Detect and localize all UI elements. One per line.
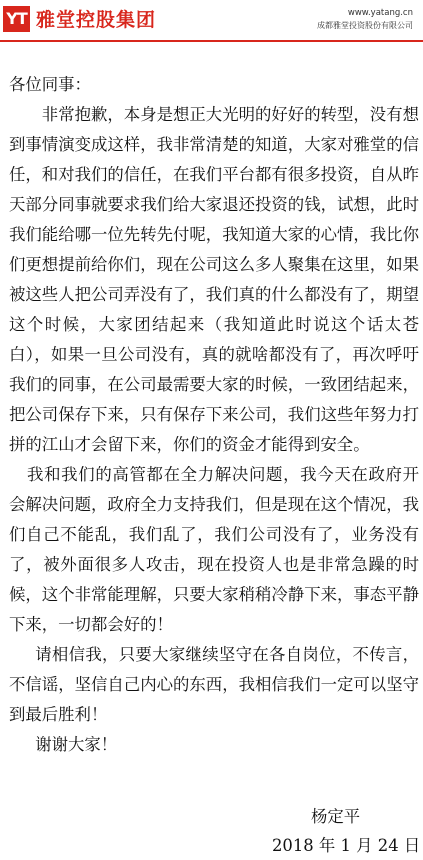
letterhead: [0, 0, 423, 52]
logo-mark: YT: [3, 6, 30, 32]
website-url: www.yatang.cn: [347, 8, 413, 18]
signature-date: 2018 年 1 月 24 日: [272, 836, 421, 855]
letterhead-divider: [0, 40, 423, 42]
signature-name: 杨定平: [311, 807, 361, 826]
company-logo: [3, 5, 156, 32]
paragraph-3: 请相信我，只要大家继续坚守在各自岗位，不传言，不信谣，坚信自己内心的东西，我相信我们一定可以坚守到最后胜利！: [9, 645, 419, 724]
company-name: 雅堂控股集团: [36, 9, 157, 31]
subsidiary-name: 成都雅堂投资股份有限公司: [317, 21, 413, 30]
salutation: 各位同事：: [9, 75, 91, 94]
paragraph-1: 非常抱歉，本身是想正大光明的好好的转型，没有想到事情演变成这样，我非常清楚的知道，大家对雅堂的信任，和对我们的信任，在我们平台都有很多投资，自从昨天部分同事就要求我们给大家退还投资的钱，试想，此时我们能给哪一位先转先付呢，我知道大家的心情，我比你们更想提前给你们，现在公司这么多人聚集在这里，如果被这些人把公司弄没有了，我们真的什么都没有了，期望这个时候，大家团结起来（我知道此时说这个话太苍白），如果一旦公司没有，真的就啥都没有了，再次呼吁我们的同事，在公司最需要大家的时候，一致团结起来，把公司保存下来，只有保存下来公司，我们这些年努力打拼的江山才会留下来，你们的资金才能得到安全。: [9, 105, 419, 454]
paragraph-2: 我和我们的高管都在全力解决问题，我今天在政府开会解决问题，政府全力支持我们，但是现在这个情况，我们自己不能乱，我们乱了，我们公司没有了，业务没有了，被外面很多人攻击，现在投资人也是非常急躁的时候，这个非常能理解，只要大家稍稍冷静下来，事态平静下来，一切都会好的！: [9, 465, 419, 634]
letterhead-info: [317, 8, 413, 32]
letter-body: [9, 70, 419, 760]
closing: 谢谢大家！: [35, 735, 118, 754]
